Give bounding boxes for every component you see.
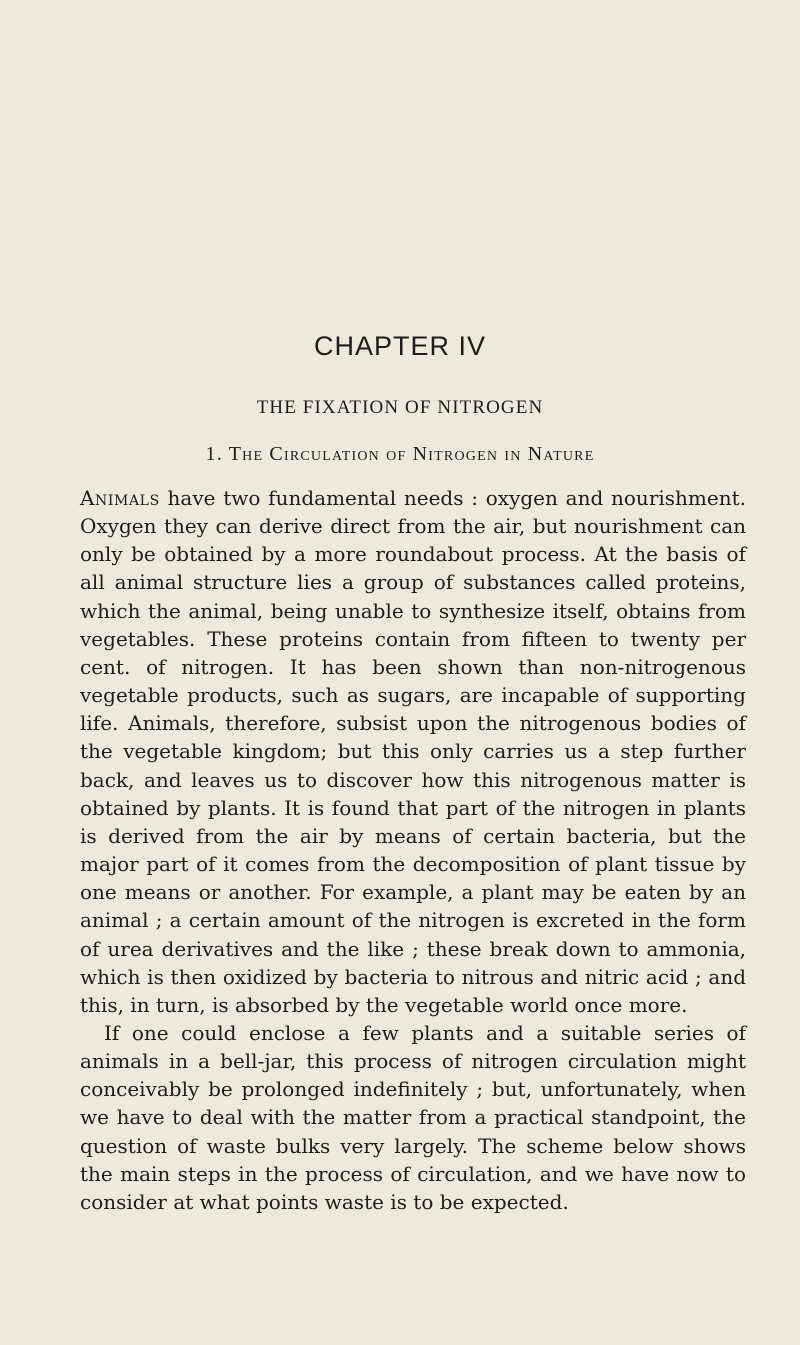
section-heading: 1. The Circulation of Nitrogen in Nature	[205, 443, 595, 465]
paragraph-1-text: have two fundamental needs : oxygen and nourishment. Oxygen they can derive direct from the air, but nourishment can only be obtained by a more roundabout process. At the basis of all animal structure lies a group of substances called proteins, which the animal, being unable to synthesize itself, obtains from vegetables. These proteins contain from fifteen to twenty per cent. of nitrogen. It has been shown than non-nitrogenous vegetable products, such as sugars, are incapable of supporting life. Animals, therefore, subsist upon the nitrogenous bodies of the vegetable kingdom; but this only carries us a step further back, and leaves us to discover how this nitrogenous matter is obtained by plants. It is found that part of the nitrogen in plants is derived from the air by means of certain bacteria, but the major part of it comes from the decomposition of plant tissue by one means or another. For example, a plant may be eaten by an animal ; a certain amount of the nitrogen is excreted in the form of urea derivatives and the like ; these break down to ammonia, which is then oxidized by bacteria to nitrous and nitric acid ; and this, in turn, is absorbed by the vegetable world once more.	[80, 486, 746, 1017]
paragraph-1	[80, 484, 746, 1019]
paragraph-2: If one could enclose a few plants and a suitable series of animals in a bell-jar, this process of nitrogen circulation might conceivably be prolonged indefinitely ; but, unfortunately, when we have to deal with the matter from a practical standpoint, the question of waste bulks very largely. The scheme below shows the main steps in the process of circulation, and we have now to consider at what points waste is to be expected.	[80, 1020, 746, 1214]
chapter-subtitle: THE FIXATION OF NITROGEN	[256, 397, 544, 418]
chapter-title: CHAPTER IV	[313, 331, 487, 361]
lead-word: Animals	[80, 486, 160, 510]
body-text	[80, 484, 746, 1216]
